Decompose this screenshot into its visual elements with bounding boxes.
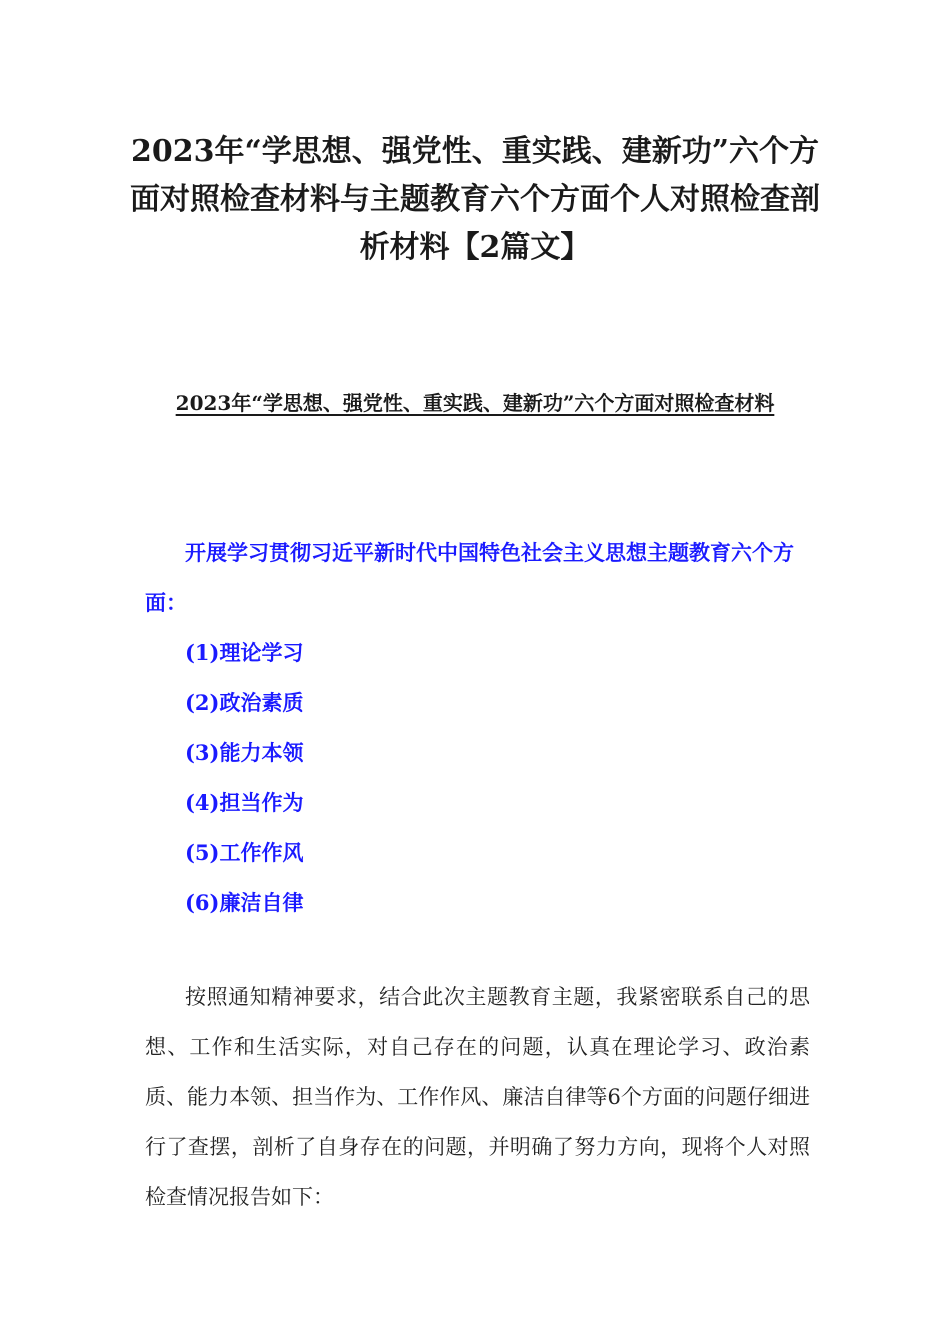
- aspect-item: (2)政治素质: [185, 690, 304, 715]
- document-title: 2023年“学思想、强党性、重实践、建新功”六个方面对照检查材料与主题教育六个方面个人对照检查剖析材料【2篇文】: [130, 134, 820, 265]
- aspect-list: [145, 628, 810, 928]
- aspect-item: (5)工作作风: [185, 840, 304, 865]
- body-paragraph: 按照通知精神要求，结合此次主题教育主题，我紧密联系自己的思想、工作和生活实际，对自己存在的问题，认真在理论学习、政治素质、能力本领、担当作为、工作作风、廉洁自律等6个方面的问题仔细进行了查摆，剖析了自身存在的问题，并明确了努力方向，现将个人对照检查情况报告如下：: [145, 985, 810, 1209]
- aspects-intro: 开展学习贯彻习近平新时代中国特色社会主义思想主题教育六个方面：: [145, 540, 794, 615]
- topic-aspects-block: [145, 528, 810, 928]
- aspect-item: (4)担当作为: [185, 790, 304, 815]
- section-title: 2023年“学思想、强党性、重实践、建新功”六个方面对照检查材料: [175, 391, 775, 415]
- aspect-item: (3)能力本领: [185, 740, 304, 765]
- aspect-item: (6)廉洁自律: [185, 890, 304, 915]
- aspect-item: (1)理论学习: [185, 640, 304, 665]
